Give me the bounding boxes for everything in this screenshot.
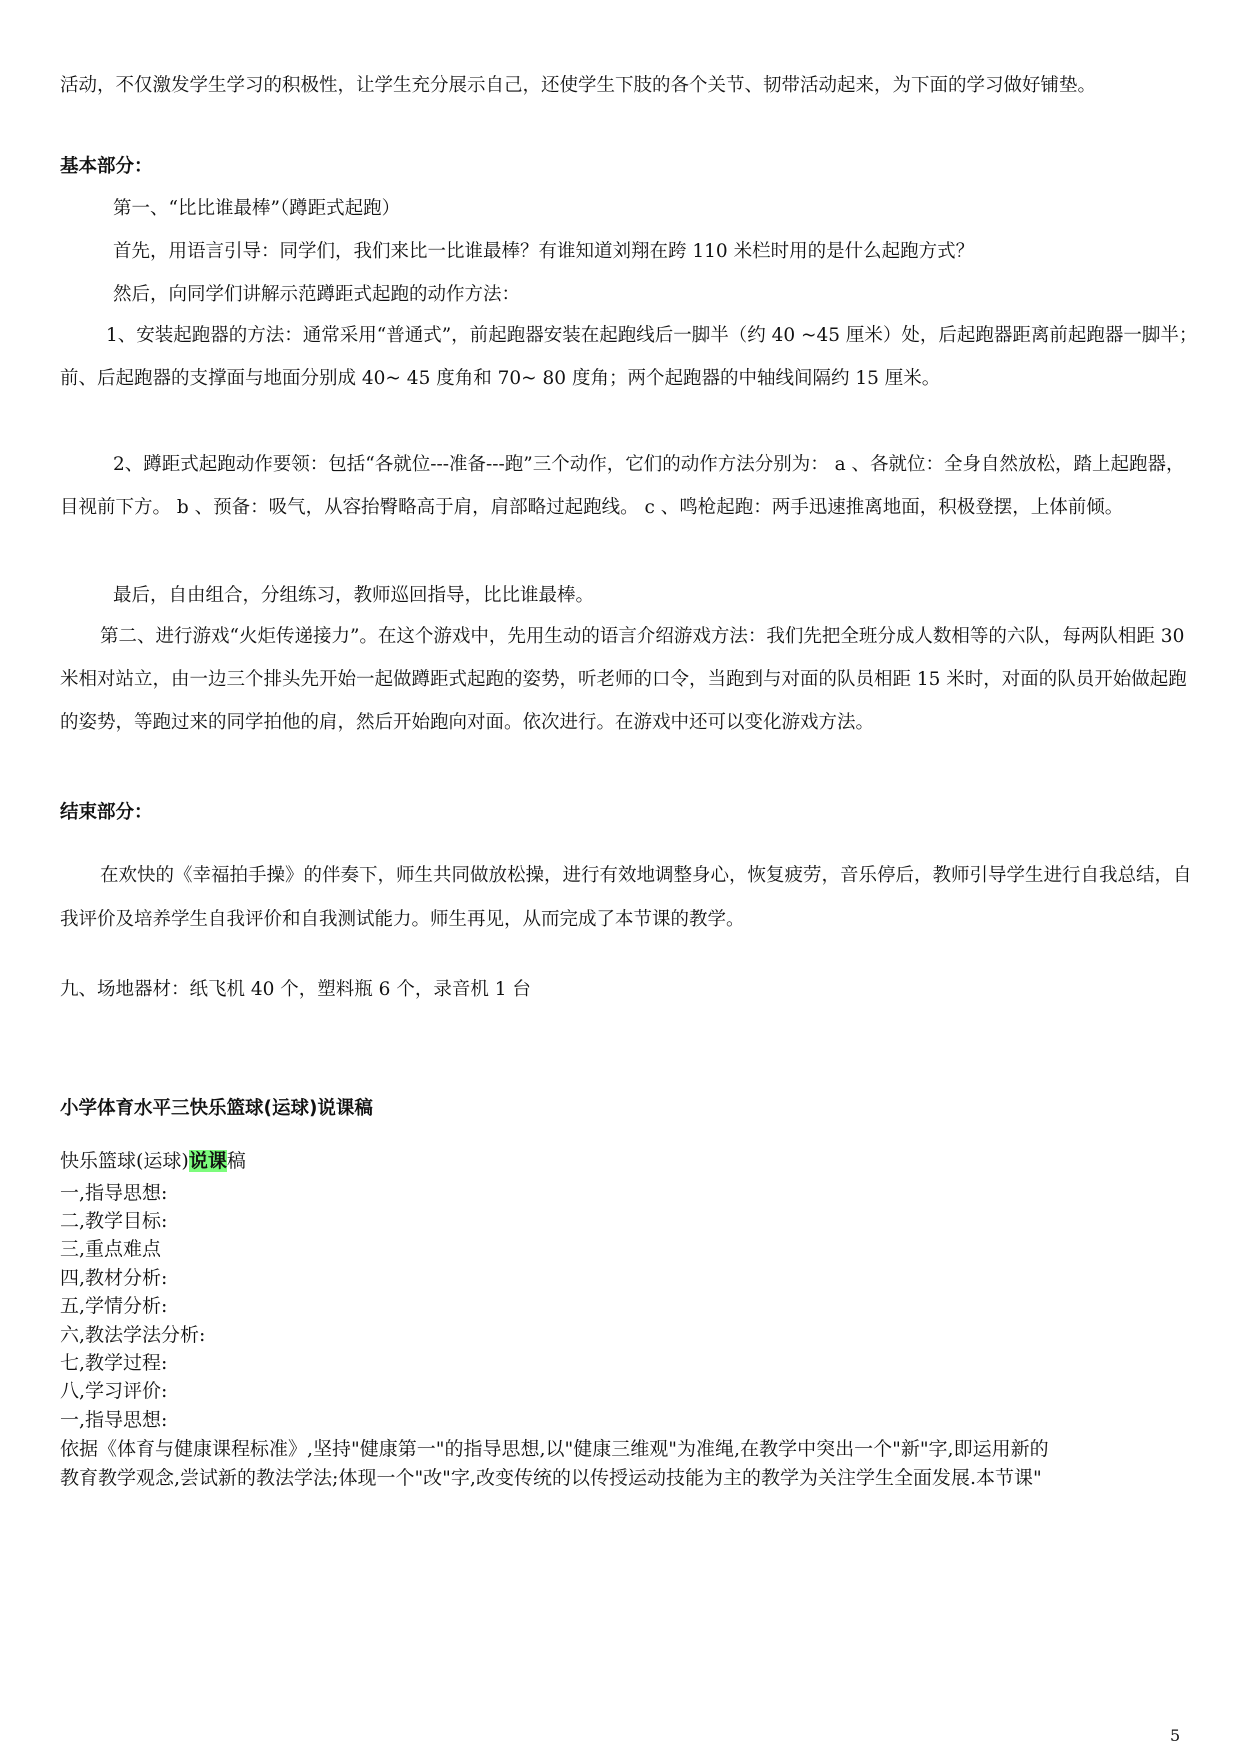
intro-paragraph: 活动，不仅激发学生学习的积极性，让学生充分展示自己，还使学生下肢的各个关节、韧带活动起来，为下面的学习做好铺垫。: [60, 75, 1097, 96]
page-number: 5: [1170, 1726, 1181, 1745]
lesson-subtitle: [60, 1145, 246, 1177]
toc-item: 一,指导思想:: [60, 1182, 168, 1204]
finally-paragraph: 最后，自由组合，分组练习，教师巡回指导，比比谁最棒。: [113, 585, 595, 606]
toc-item: 二,教学目标:: [60, 1210, 168, 1232]
install-paragraph: 1、安装起跑器的方法：通常采用“普通式”，前起跑器安装在起跑线后一脚半（约 40 ~45 厘米）处，后起跑器距离前起跑器一脚半；前、后起跑器的支撑面与地面分别成 40~ 45 度角和 70~ 80 度角；两个起跑器的中轴线间隔约 15 厘米。: [60, 325, 1198, 389]
equipment-line: 九、场地器材：纸飞机 40 个，塑料瓶 6 个，录音机 1 台: [60, 979, 531, 1000]
toc-item: 一,指导思想:: [60, 1409, 168, 1431]
toc-item: 三,重点难点: [60, 1238, 162, 1260]
first-activity-title: 第一、“比比谁最棒”（蹲距式起跑）: [113, 198, 401, 219]
basis-line-2: 教育教学观念,尝试新的教法学法;体现一个"改"字,改变传统的以传授运动技能为主的教学为关注学生全面发展.本节课": [60, 1467, 1042, 1489]
end-paragraph: 在欢快的《幸福拍手操》的伴奏下，师生共同做放松操，进行有效地调整身心，恢复疲劳，音乐停后，教师引导学生进行自我总结，自我评价及培养学生自我评价和自我测试能力。师生再见，从而完成了本节课的教学。: [60, 865, 1192, 930]
toc-item: 六,教法学法分析:: [60, 1324, 206, 1346]
lesson-title: 小学体育水平三快乐篮球(运球)说课稿: [60, 1098, 373, 1119]
end-section-heading: 结束部分：: [60, 802, 153, 823]
essentials-paragraph: 2、蹲距式起跑动作要领：包括“各就位---准备---跑”三个动作，它们的动作方法分别为： a 、各就位：全身自然放松，踏上起跑器，目视前下方。 b 、预备：吸气，从容抬臀略高于肩，肩部略过起跑线。 c 、鸣枪起跑：两手迅速推离地面，积极登摆，上体前倾。: [60, 454, 1185, 518]
guide-paragraph: 首先，用语言引导：同学们，我们来比一比谁最棒？有谁知道刘翔在跨 110 米栏时用的是什么起跑方式？: [113, 241, 975, 262]
subtitle-post: 稿: [226, 1150, 246, 1172]
toc-item: 七,教学过程:: [60, 1352, 168, 1374]
toc-item: 八,学习评价:: [60, 1380, 168, 1402]
subtitle-pre: 快乐篮球(运球): [60, 1150, 189, 1172]
toc-item: 四,教材分析:: [60, 1267, 168, 1289]
basis-line-1: 依据《体育与健康课程标准》,坚持"健康第一"的指导思想,以"健康三维观"为准绳,在教学中突出一个"新"字,即运用新的: [60, 1438, 1049, 1460]
toc-item: 五,学情分析:: [60, 1295, 168, 1317]
second-activity-paragraph: 第二、进行游戏“火炬传递接力”。在这个游戏中，先用生动的语言介绍游戏方法：我们先把全班分成人数相等的六队，每两队相距 30 米相对站立，由一边三个排头先开始一起做蹲距式起跑的姿势，听老师的口令，当跑到与对面的队员相距 15 米时，对面的队员开始做起跑的姿势，等跑过来的同学拍他的肩，然后开始跑向对面。依次进行。在游戏中还可以变化游戏方法。: [60, 626, 1187, 733]
subtitle-highlight: 说课: [188, 1150, 227, 1172]
then-paragraph: 然后，向同学们讲解示范蹲距式起跑的动作方法：: [113, 284, 521, 305]
basic-section-heading: 基本部分：: [60, 156, 153, 177]
